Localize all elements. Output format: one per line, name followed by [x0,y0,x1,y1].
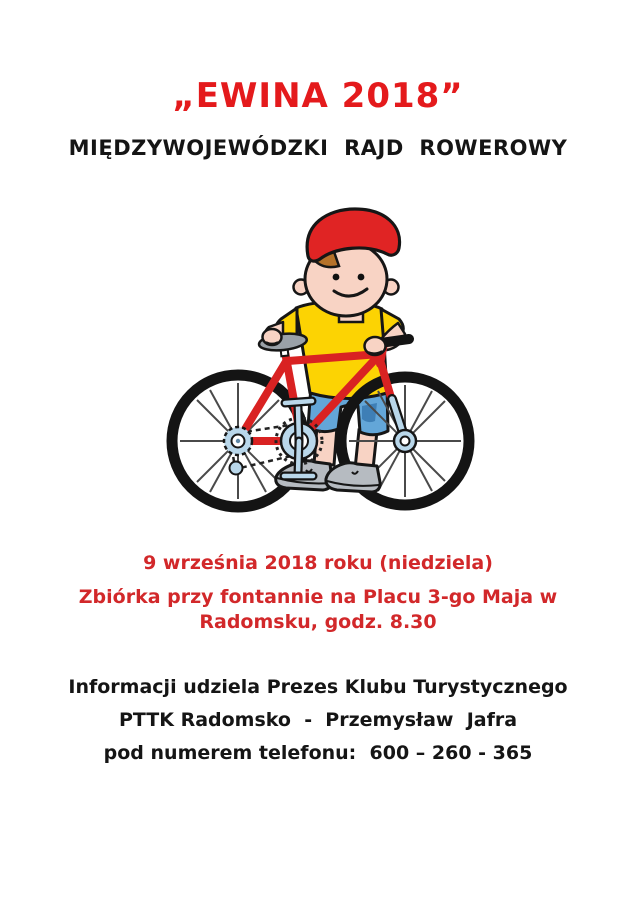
right-eye [358,274,365,281]
event-date: 9 września 2018 roku (niedziela) [143,552,493,574]
meeting-place-line1: Zbiórka przy fontannie na Placu 3-go Maja w [78,586,558,608]
front-hub [394,430,416,452]
contact-info-line1: Informacji udziela Prezes Klubu Turystycznego [68,676,568,698]
rear-hub [224,427,252,455]
left-eye [333,274,340,281]
poster-subtitle: MIĘDZYWOJEWÓDZKI RAJD ROWEROWY [68,136,568,160]
contact-phone-line: pod numerem telefonu: 600 – 260 - 365 [103,742,533,764]
meeting-place-line2: Radomsku, godz. 8.30 [199,611,437,633]
poster-title: „EWINA 2018” [172,76,464,116]
contact-info-line2: PTTK Radomsko - Przemysław Jafra [118,709,518,731]
bicycle-boy-illustration [158,196,480,516]
derailleur-pulley [230,462,243,475]
